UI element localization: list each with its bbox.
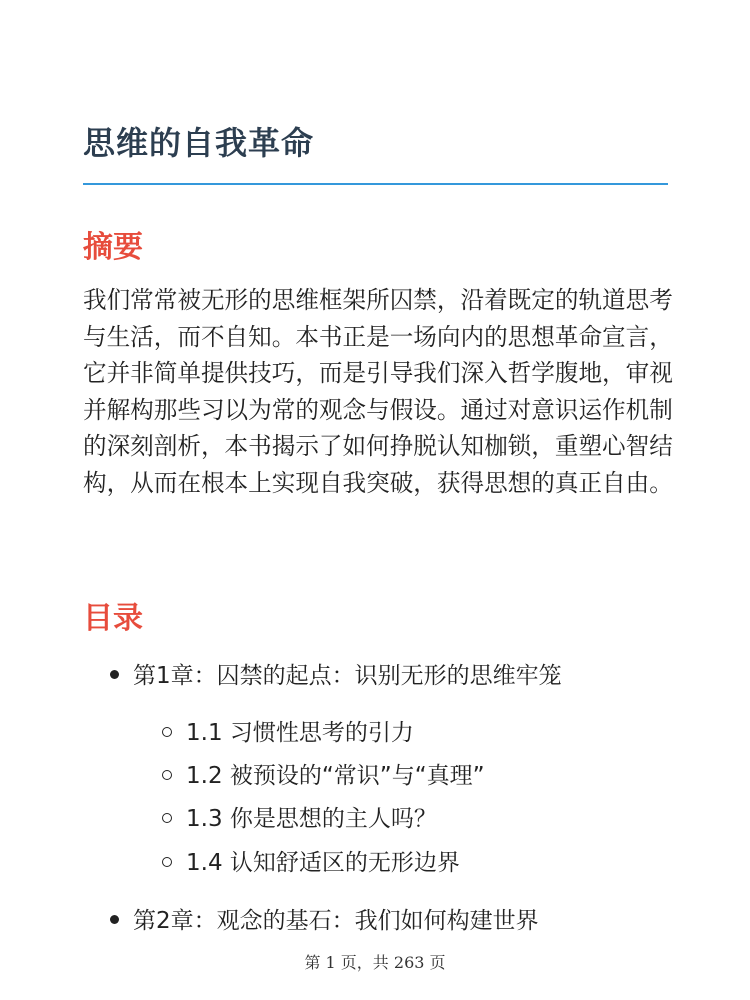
toc-section-label: 1.4 认知舒适区的无形边界: [186, 850, 460, 876]
toc-chapter-label: 第2章：观念的基石：我们如何构建世界: [133, 908, 539, 934]
toc-section-1-3[interactable]: [162, 804, 437, 834]
toc-heading: 目录: [83, 601, 143, 636]
hollow-bullet-icon: [162, 813, 172, 823]
hollow-bullet-icon: [162, 770, 172, 780]
title-divider: [83, 183, 668, 185]
toc-section-label: 1.3 你是思想的主人吗？: [186, 806, 437, 832]
document-title: 思维的自我革命: [83, 124, 315, 162]
bullet-icon: [110, 915, 119, 924]
toc-chapter-2[interactable]: [110, 906, 539, 936]
toc-section-1-2[interactable]: [162, 761, 485, 791]
toc-section-label: 1.1 习惯性思考的引力: [186, 720, 414, 746]
toc-section-label: 1.2 被预设的“常识”与“真理”: [186, 763, 485, 789]
abstract-heading: 摘要: [83, 230, 143, 265]
bullet-icon: [110, 670, 119, 679]
hollow-bullet-icon: [162, 727, 172, 737]
toc-section-1-1[interactable]: [162, 718, 414, 748]
toc-chapter-1[interactable]: [110, 661, 562, 691]
hollow-bullet-icon: [162, 857, 172, 867]
abstract-paragraph: 我们常常被无形的思维框架所囚禁，沿着既定的轨道思考与生活，而不自知。本书正是一场向内的思想革命宣言，它并非简单提供技巧，而是引导我们深入哲学腹地，审视并解构那些习以为常的观念与假设。通过对意识运作机制的深刻剖析，本书揭示了如何挣脱认知枷锁，重塑心智结构，从而在根本上实现自我突破，获得思想的真正自由。: [83, 286, 673, 497]
toc-section-1-4[interactable]: [162, 848, 460, 878]
toc-chapter-label: 第1章：囚禁的起点：识别无形的思维牢笼: [133, 663, 562, 689]
page-footer: 第 1 页，共 263 页: [304, 953, 446, 972]
